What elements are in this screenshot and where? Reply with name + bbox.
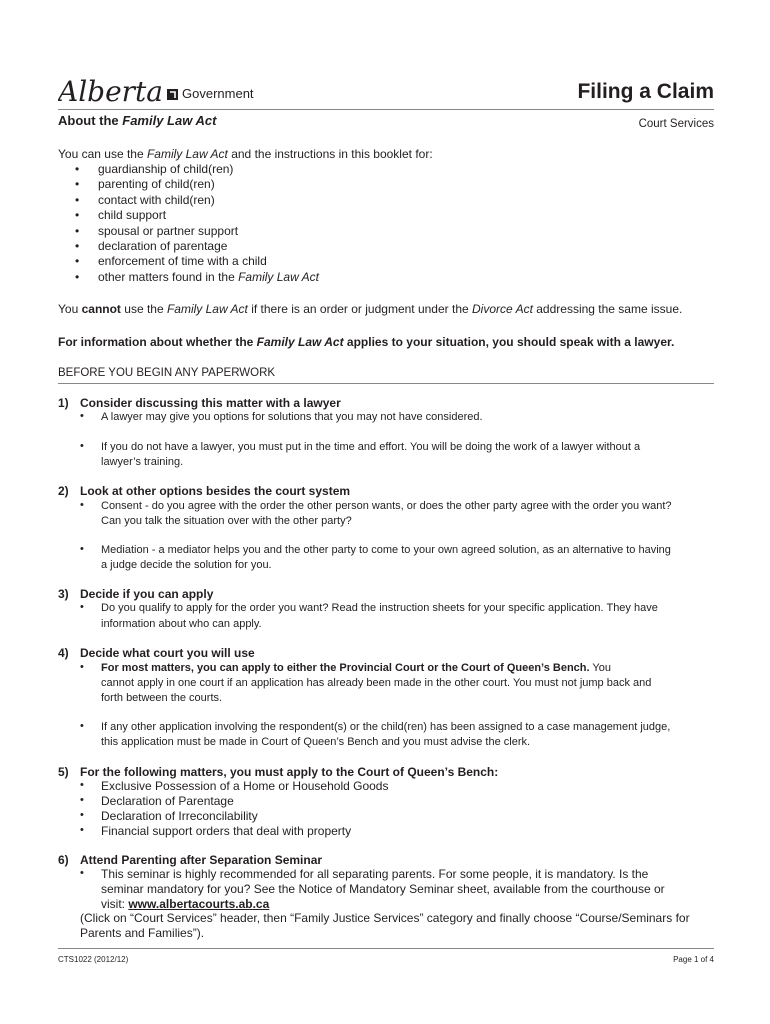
page-title: Filing a Claim: [577, 80, 714, 103]
list-item: Exclusive Possession of a Home or Household Goods: [101, 779, 389, 793]
step-bullet-cont: cannot apply in one court if an application has already been made in the other court. You must not jump back and: [101, 677, 652, 689]
step-number: 5): [58, 765, 69, 779]
step-bullet: If any other application involving the respondent(s) or the child(ren) has been assigned to a case management judge,: [101, 721, 671, 733]
list-item: • other matters found in the Family Law Act: [58, 270, 319, 285]
step-number: 1): [58, 396, 69, 410]
step-bullet-cont: visit: www.albertacourts.ab.ca: [101, 897, 270, 911]
alberta-logo: [58, 68, 180, 108]
list-item: Declaration of Parentage: [101, 794, 234, 808]
step-bullet: A lawyer may give you options for solutions that you may not have considered.: [101, 411, 483, 423]
step-title: Look at other options besides the court system: [80, 484, 351, 498]
lawyer-advice: For information about whether the Family Law Act applies to your situation, you should speak with a lawyer.: [58, 335, 675, 349]
list-item: Declaration of Irreconcilability: [101, 809, 258, 823]
cannot-paragraph: You cannot use the Family Law Act if there is an order or judgment under the Divorce Act addressing the same issue.: [58, 302, 683, 316]
list-item: • child support: [58, 208, 319, 223]
step-bullet-cont: Can you talk the situation over with the other party?: [101, 515, 352, 527]
page-number: Page 1 of 4: [673, 955, 714, 964]
form-code: CTS1022 (2012/12): [58, 955, 129, 964]
step-title: Attend Parenting after Separation Seminar: [80, 853, 323, 867]
step-title: Decide what court you will use: [80, 646, 255, 660]
government-label: Government: [182, 86, 254, 101]
step-number: 2): [58, 484, 69, 498]
list-item: • spousal or partner support: [58, 224, 319, 239]
step-bullet: For most matters, you can apply to either the Provincial Court or the Court of Queen’s Bench. You: [101, 662, 611, 674]
step-bullet-cont: information about who can apply.: [101, 618, 262, 630]
step-bullet: Mediation - a mediator helps you and the other party to come to your own agreed solution, as an alternative to having: [101, 544, 671, 556]
step-bullet-cont: seminar mandatory for you? See the Notice of Mandatory Seminar sheet, available from the courthouse or: [101, 882, 665, 896]
step-bullet: Consent - do you agree with the order the other person wants, or does the other party agree with the order you want?: [101, 500, 672, 512]
step-title: Consider discussing this matter with a lawyer: [80, 396, 341, 410]
step-bullet-cont: lawyer’s training.: [101, 456, 184, 468]
step-bullet-cont: forth between the courts.: [101, 692, 223, 704]
list-item: • contact with child(ren): [58, 193, 319, 208]
albertacourts-link[interactable]: www.albertacourts.ab.ca: [128, 897, 270, 911]
section-divider: [58, 383, 714, 384]
instructions-note: (Click on “Court Services” header, then “Family Justice Services” category and finally choose “Course/Seminars for: [80, 911, 690, 925]
step-bullet: If you do not have a lawyer, you must put in the time and effort. You will be doing the work of a lawyer without a: [101, 441, 641, 453]
step-number: 3): [58, 587, 69, 601]
list-item: • parenting of child(ren): [58, 177, 319, 192]
logo-wordmark: Alberta: [58, 75, 163, 108]
list-item: • enforcement of time with a child: [58, 254, 319, 269]
step-number: 6): [58, 853, 69, 867]
court-services-label: Court Services: [638, 118, 714, 130]
step-title: For the following matters, you must apply to the Court of Queen’s Bench:: [80, 765, 499, 779]
intro-list: [58, 162, 319, 285]
step-bullet-cont: a judge decide the solution for you.: [101, 559, 272, 571]
list-item: • guardianship of child(ren): [58, 162, 319, 177]
step-bullet-cont: this application must be made in Court of Queen’s Bench and you must advise the clerk.: [101, 736, 531, 748]
step-bullet: This seminar is highly recommended for all separating parents. For some people, it is mandatory. Is the: [101, 867, 649, 881]
section-title: About the Family Law Act: [58, 113, 217, 128]
footer-divider: [58, 948, 714, 949]
list-item: • declaration of parentage: [58, 239, 319, 254]
step-bullet: Do you qualify to apply for the order you want? Read the instruction sheets for your specific application. They have: [101, 602, 658, 614]
document-page: Alberta Government Filing a Claim About the Family Law Act Court Services You can use the Family Law Act and the instructions in this booklet for: • guardianship of child(ren) • parenting of child(ren) • contact with child(ren) • child support • spousal or partner support • declaration of parentage • enforcement of time with a child • other matters found in the Family Law Act You cannot use the Family Law Act if there is an order or judgment under the Divorce Act addressing the same issue. For information about whether the Family Law Act applies to your situation, you should speak with a lawyer. BEFORE YOU BEGIN ANY PAPERWORK 1) Consider discussing this matter with a lawyer • A lawyer may give you options for solutions that you may not have considered. • If you do not have a lawyer, you must put in the time and effort. You will be doing the work of a lawyer without a lawyer’s training. 2) Look at other options besides the court system • Consent - do you agree with the order the other person wants, or does the other party agree with the order you want? Can you talk the situation over with the other party? • Mediation - a mediator helps you and the other party to come to your own agreed solution, as an alternative to having a judge decide the solution for you. 3) Decide if you can apply • Do you qualify to apply for the order you want? Read the instruction sheets for your specific application. They have information about who can apply. 4) Decide what court you will use • For most matters, you can apply to either the Provincial Court or the Court of Queen’s Bench. You cannot apply in one court if an application has already been made in the other court. You must not jump back and forth between the courts. • If any other application involving the respondent(s) or the child(ren) has been assigned to a case management judge, this application must be made in Court of Queen’s Bench and you must advise the clerk. 5) For the following matters, you must apply to the Court of Queen’s Bench: • Exclusive Possession of a Home or Household Goods • Declaration of Parentage • Declaration of Irreconcilability • Financial support orders that deal with property 6) Attend Parenting after Separation Seminar • This seminar is highly recommended for all separating parents. For some people, it is mandatory. Is the seminar mandatory for you? See the Notice of Mandatory Seminar sheet, available from the courthouse or visit: www.albertacourts.ab.ca (Click on “Court Services” header, then “Family Justice Services” category and finally choose “Course/Seminars for Parents and Families”). CTS1022 (2012/12) Page 1 of 4: [0, 0, 770, 1024]
header-divider: [58, 109, 714, 110]
page-header: [58, 68, 714, 108]
before-heading: BEFORE YOU BEGIN ANY PAPERWORK: [58, 367, 276, 379]
step-title: Decide if you can apply: [80, 587, 214, 601]
instructions-note-cont: Parents and Families”).: [80, 926, 205, 940]
list-item: Financial support orders that deal with property: [101, 824, 352, 838]
step-number: 4): [58, 646, 69, 660]
intro-lead: You can use the Family Law Act and the instructions in this booklet for:: [58, 147, 433, 161]
